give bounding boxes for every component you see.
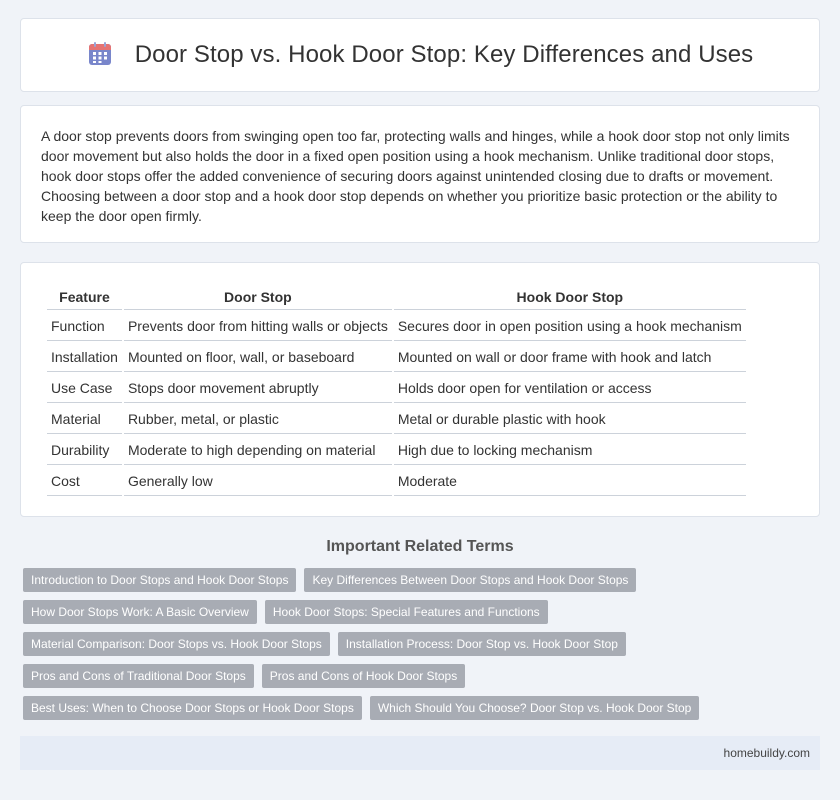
cell-feature: Cost [47, 467, 122, 496]
cell-hook-door-stop: Moderate [394, 467, 746, 496]
title-card [20, 18, 820, 92]
page-title: Door Stop vs. Hook Door Stop: Key Differences and Uses [134, 41, 754, 68]
intro-card [20, 105, 820, 243]
cell-feature: Material [47, 405, 122, 434]
footer [20, 736, 820, 770]
calendar-icon [87, 41, 113, 67]
cell-door-stop: Moderate to high depending on material [124, 436, 392, 465]
table-row [47, 312, 746, 341]
cell-door-stop: Prevents door from hitting walls or objects [124, 312, 392, 341]
cell-hook-door-stop: Holds door open for ventilation or access [394, 374, 746, 403]
table-row [47, 467, 746, 496]
related-term-link[interactable]: How Door Stops Work: A Basic Overview [23, 600, 257, 624]
header-door-stop: Door Stop [124, 285, 392, 310]
cell-hook-door-stop: Metal or durable plastic with hook [394, 405, 746, 434]
footer-site-name: homebuildy.com [723, 746, 810, 760]
related-term-link[interactable]: Pros and Cons of Hook Door Stops [262, 664, 465, 688]
cell-door-stop: Stops door movement abruptly [124, 374, 392, 403]
header-feature: Feature [47, 285, 122, 310]
table-row [47, 374, 746, 403]
related-term-link[interactable]: Best Uses: When to Choose Door Stops or Hook Door Stops [23, 696, 362, 720]
cell-hook-door-stop: High due to locking mechanism [394, 436, 746, 465]
comparison-table [45, 283, 748, 498]
related-term-link[interactable]: Introduction to Door Stops and Hook Door Stops [23, 568, 296, 592]
related-term-link[interactable]: Hook Door Stops: Special Features and Functions [265, 600, 548, 624]
related-terms-title: Important Related Terms [326, 538, 514, 555]
related-term-link[interactable]: Which Should You Choose? Door Stop vs. Hook Door Stop [370, 696, 700, 720]
cell-feature: Function [47, 312, 122, 341]
table-row [47, 436, 746, 465]
related-term-link[interactable]: Key Differences Between Door Stops and Hook Door Stops [304, 568, 636, 592]
header-hook-door-stop: Hook Door Stop [394, 285, 746, 310]
table-header-row [47, 285, 746, 310]
related-term-link[interactable]: Pros and Cons of Traditional Door Stops [23, 664, 254, 688]
cell-door-stop: Rubber, metal, or plastic [124, 405, 392, 434]
cell-feature: Durability [47, 436, 122, 465]
cell-door-stop: Mounted on floor, wall, or baseboard [124, 343, 392, 372]
comparison-card [20, 262, 820, 517]
cell-hook-door-stop: Mounted on wall or door frame with hook and latch [394, 343, 746, 372]
cell-hook-door-stop: Secures door in open position using a hook mechanism [394, 312, 746, 341]
intro-paragraph: A door stop prevents doors from swinging open too far, protecting walls and hinges, while a hook door stop not only limits door movement but also holds the door in a fixed open position using a hook mechanism. Unlike traditional door stops, hook door stops offer the added convenience of securing doors against unintended closing due to drafts or movement. Choosing between a door stop and a hook door stop depends on whether you prioritize basic protection or the ability to keep the door open firmly. [41, 128, 790, 224]
table-row [47, 343, 746, 372]
cell-feature: Use Case [47, 374, 122, 403]
table-row [47, 405, 746, 434]
related-term-link[interactable]: Installation Process: Door Stop vs. Hook Door Stop [338, 632, 626, 656]
cell-door-stop: Generally low [124, 467, 392, 496]
related-terms-list [23, 568, 813, 728]
cell-feature: Installation [47, 343, 122, 372]
related-term-link[interactable]: Material Comparison: Door Stops vs. Hook Door Stops [23, 632, 330, 656]
